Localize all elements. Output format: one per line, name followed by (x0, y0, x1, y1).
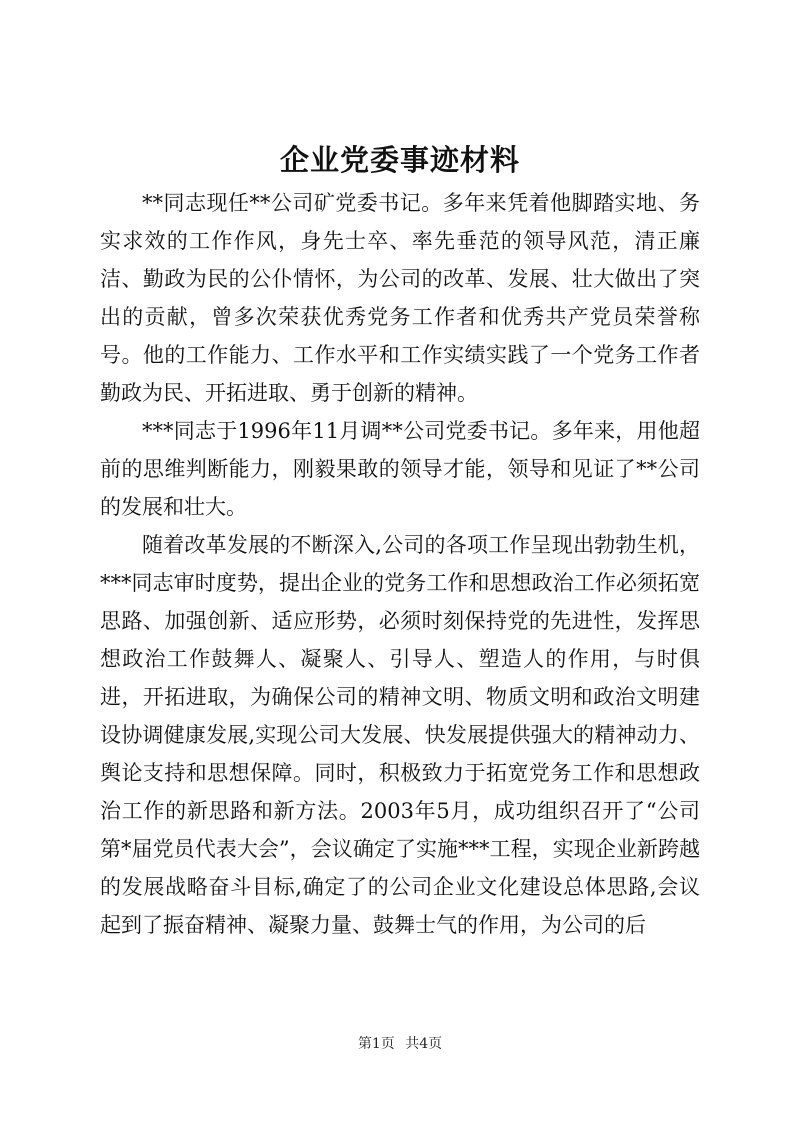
document-title: 企业党委事迹材料 (279, 143, 520, 177)
page-total: 共4页 (405, 1036, 443, 1052)
paragraph-3: 随着改革发展的不断深入,公司的各项工作呈现出勃勃生机，***同志审时度势，提出企业的党务工作和思想政治工作必须拓宽思路、加强创新、适应形势，必须时刻保持党的先进性，发挥思想政治工作鼓舞人、凝聚人、引导人、塑造人的作用，与时俱进，开拓进取，为确保公司的精神文明、物质文明和政治文明建设协调健康发展,实现公司大发展、快发展提供强大的精神动力、舆论支持和思想保障。同时，积极致力于拓宽党务工作和思想政治工作的新思路和新方法。2003年5月，成功组织召开了“公司第*届党员代表大会”，会议确定了实施***工程，实现企业新跨越的发展战略奋斗目标,确定了的公司企业文化建设总体思路,会议起到了振奋精神、凝聚力量、鼓舞士气的作用，为公司的后 (100, 533, 700, 937)
page-number: 第1页 (357, 1036, 395, 1052)
paragraph-1: **同志现任**公司矿党委书记。多年来凭着他脚踏实地、务实求效的工作作风，身先士卒、率先垂范的领导风范，清正廉洁、勤政为民的公仆情怀，为公司的改革、发展、壮大做出了突出的贡献，曾多次荣获优秀党务工作者和优秀共产党员荣誉称号。他的工作能力、工作水平和工作实绩实践了一个党务工作者勤政为民、开拓进取、勇于创新的精神。 (100, 191, 700, 405)
document-body (100, 184, 700, 944)
page-footer (0, 1034, 800, 1054)
paragraph-2: ***同志于1996年11月调**公司党委书记。多年来，用他超前的思维判断能力，刚毅果敢的领导才能，领导和见证了**公司的发展和壮大。 (100, 419, 700, 519)
